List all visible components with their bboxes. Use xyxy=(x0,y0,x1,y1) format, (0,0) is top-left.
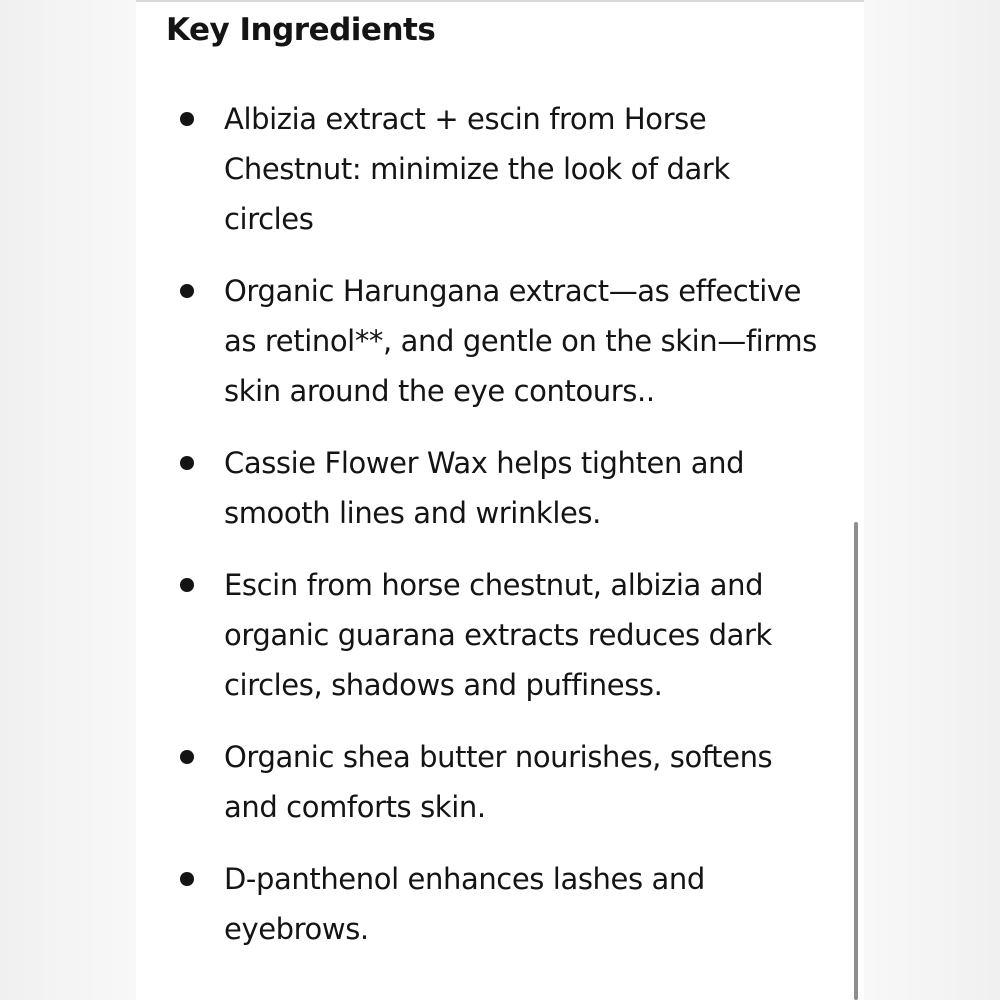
list-item xyxy=(136,854,824,954)
list-item-text: Organic Harungana extract—as effective as retinol**, and gentle on the skin—firms skin around the eye contours.. xyxy=(224,274,817,408)
list-item xyxy=(136,266,824,416)
bullet-icon xyxy=(180,456,194,470)
list-item-text: D-panthenol enhances lashes and eyebrows. xyxy=(224,862,705,946)
bullet-icon xyxy=(180,578,194,592)
section-title: Key Ingredients xyxy=(166,12,436,48)
bullet-icon xyxy=(180,750,194,764)
bullet-icon xyxy=(180,112,194,126)
list-item-text: Albizia extract + escin from Horse Chestnut: minimize the look of dark circles xyxy=(224,102,730,236)
ingredient-list xyxy=(136,94,836,976)
list-item xyxy=(136,732,824,832)
bullet-icon xyxy=(180,872,194,886)
list-item xyxy=(136,438,824,538)
list-item-text: Organic shea butter nourishes, softens and comforts skin. xyxy=(224,740,773,824)
scrollbar[interactable] xyxy=(854,522,858,1000)
list-item-text: Cassie Flower Wax helps tighten and smooth lines and wrinkles. xyxy=(224,446,745,530)
bullet-icon xyxy=(180,284,194,298)
list-item xyxy=(136,560,824,710)
list-item-text: Escin from horse chestnut, albizia and organic guarana extracts reduces dark circles, shadows and puffiness. xyxy=(224,568,772,702)
content-panel xyxy=(136,0,864,1000)
list-item xyxy=(136,94,824,244)
